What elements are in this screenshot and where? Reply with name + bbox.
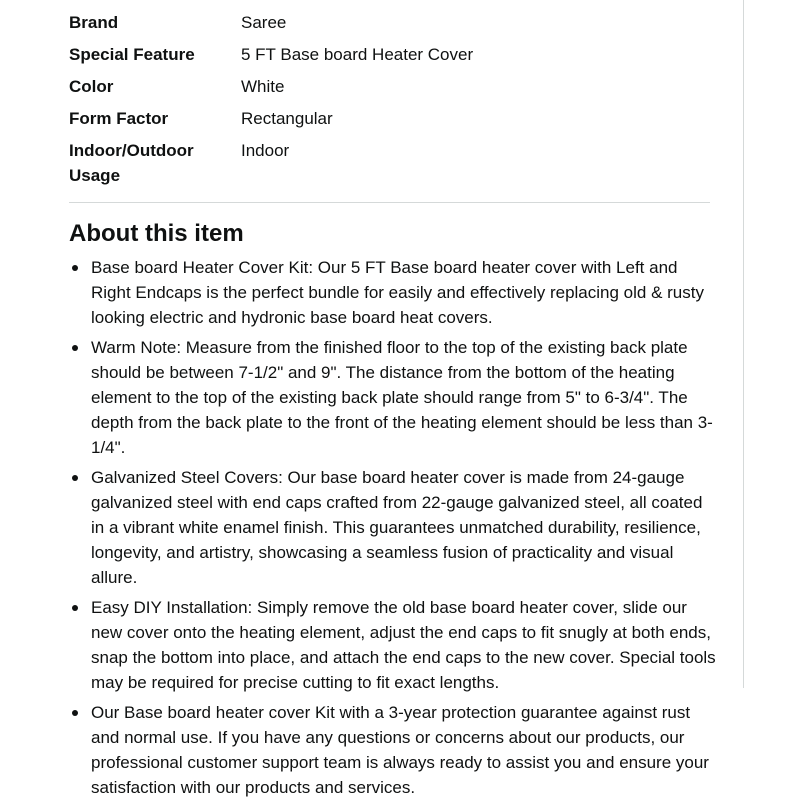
spec-value: 5 FT Base board Heater Cover	[241, 45, 474, 64]
bullet-text: Base board Heater Cover Kit: Our 5 FT Base board heater cover with Left and Right Endcaps is the perfect bundle for easily and effectively replacing old & rusty looking electric and hydronic base board heat covers.	[91, 258, 704, 327]
list-item	[69, 335, 719, 460]
spec-row-form-factor	[69, 106, 709, 131]
list-item	[69, 595, 719, 695]
bullet-dot-icon	[72, 605, 78, 611]
bullet-dot-icon	[72, 710, 78, 716]
list-item	[69, 700, 719, 800]
spec-value: Indoor	[241, 141, 290, 160]
spec-row-special-feature	[69, 42, 709, 67]
spec-key: Special Feature	[69, 45, 195, 64]
column-separator	[743, 0, 744, 688]
product-specs-table	[69, 10, 709, 195]
spec-row-color	[69, 74, 709, 99]
bullet-dot-icon	[72, 345, 78, 351]
bullet-text: Easy DIY Installation: Simply remove the old base board heater cover, slide our new cover onto the heating element, adjust the end caps to fit snugly at both ends, snap the bottom into place, and attach the end caps to the new cover. Special tools may be required for precise cutting to fit exact lengths.	[91, 598, 716, 692]
spec-value: Rectangular	[241, 109, 333, 128]
spec-key: Indoor/Outdoor Usage	[69, 141, 194, 185]
spec-value: White	[241, 77, 285, 96]
spec-key: Form Factor	[69, 109, 169, 128]
list-item	[69, 465, 719, 590]
section-divider	[69, 202, 710, 203]
bullet-text: Galvanized Steel Covers: Our base board heater cover is made from 24-gauge galvanized steel with end caps crafted from 22-gauge galvanized steel, all coated in a vibrant white enamel finish. This guarantees unmatched durability, resilience, longevity, and artistry, showcasing a seamless fusion of practicality and visual allure.	[91, 468, 703, 587]
about-bullet-list	[69, 255, 719, 805]
spec-key: Color	[69, 77, 114, 96]
bullet-text: Our Base board heater cover Kit with a 3-year protection guarantee against rust and normal use. If you have any questions or concerns about our products, our professional customer support team is always ready to assist you and ensure your satisfaction with our products and services.	[91, 703, 709, 797]
about-section-title: About this item	[69, 220, 244, 247]
list-item	[69, 255, 719, 330]
spec-row-usage	[69, 138, 709, 188]
spec-value: Saree	[241, 13, 287, 32]
spec-key: Brand	[69, 13, 119, 32]
bullet-dot-icon	[72, 475, 78, 481]
bullet-dot-icon	[72, 265, 78, 271]
spec-row-brand	[69, 10, 709, 35]
bullet-text: Warm Note: Measure from the finished floor to the top of the existing back plate should be between 7-1/2" and 9". The distance from the bottom of the heating element to the top of the existing back plate should range from 5" to 6-3/4". The depth from the back plate to the front of the heating element should be less than 3-1/4".	[91, 338, 713, 457]
